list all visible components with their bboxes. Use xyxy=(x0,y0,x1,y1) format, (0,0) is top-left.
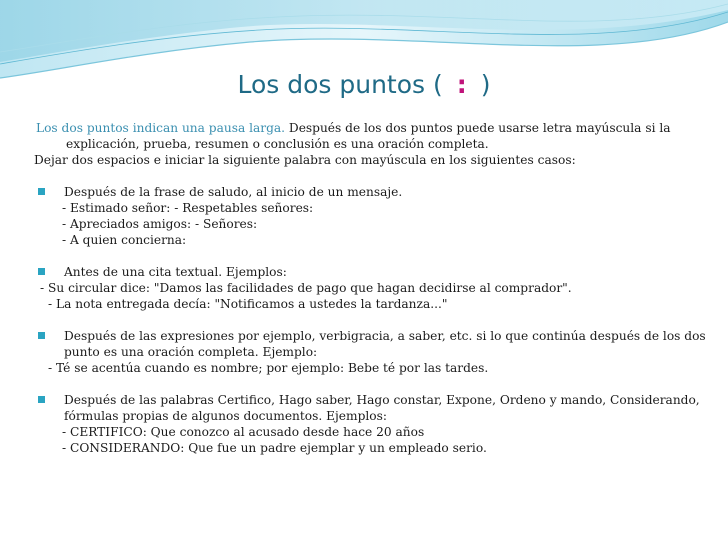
bullet-icon xyxy=(38,332,45,339)
bullet-icon xyxy=(38,268,45,275)
bullet-4-text: Después de las palabras Certifico, Hago saber, Hago constar, Expone, Ordeno y mando, Considerando, fórmulas propias de algunos documentos. Ejemplos: xyxy=(64,393,700,423)
bullet-3-text: Después de las expresiones por ejemplo, verbigracia, a saber, etc. si lo que continúa después de los dos punto es una oración completa. Ejemplo: xyxy=(64,329,706,359)
bullet-1-sub-3: - A quien concierna: xyxy=(62,233,187,247)
title-right: ) xyxy=(480,70,491,99)
bullet-1-text: Después de la frase de saludo, al inicio de un mensaje. xyxy=(64,185,403,199)
bullet-1 xyxy=(36,184,716,200)
bullet-4 xyxy=(36,392,716,424)
bullet-1-sub-1: - Estimado señor: - Respetables señores: xyxy=(62,201,314,215)
bullet-1-sub-2: - Apreciados amigos: - Señores: xyxy=(62,217,258,231)
bullet-icon xyxy=(38,396,45,403)
bullet-3-sub-1: - Té se acentúa cuando es nombre; por ejemplo: Bebe té por las tardes. xyxy=(48,361,489,375)
bullet-2-text: Antes de una cita textual. Ejemplos: xyxy=(64,265,287,279)
title-left: Los dos puntos ( xyxy=(237,70,443,99)
intro-rest: Después de los dos puntos puede usarse letra mayúscula si la explicación, prueba, resumen o conclusión es una oración completa. xyxy=(66,121,671,151)
page-title xyxy=(0,70,728,99)
bullet-2-sub-2: - La nota entregada decía: "Notificamos a ustedes la tardanza..." xyxy=(48,297,448,311)
bullet-icon xyxy=(38,188,45,195)
bullet-2 xyxy=(36,264,716,280)
bullet-4-sub-2: - CONSIDERANDO: Que fue un padre ejemplar y un empleado serio. xyxy=(62,441,487,455)
intro-line2: Dejar dos espacios e iniciar la siguiente palabra con mayúscula en los siguientes casos: xyxy=(34,153,576,167)
bullet-2-sub-1: - Su circular dice: "Damos las facilidades de pago que hagan decidirse al comprador". xyxy=(40,281,572,295)
slide-body xyxy=(36,120,716,456)
intro-lead: Los dos puntos indican una pausa larga. xyxy=(36,121,286,135)
bullet-4-sub-1: - CERTIFICO: Que conozco al acusado desde hace 20 años xyxy=(62,425,425,439)
bullet-3 xyxy=(36,328,716,360)
title-colon: : xyxy=(456,70,467,99)
intro-paragraph xyxy=(36,120,716,152)
